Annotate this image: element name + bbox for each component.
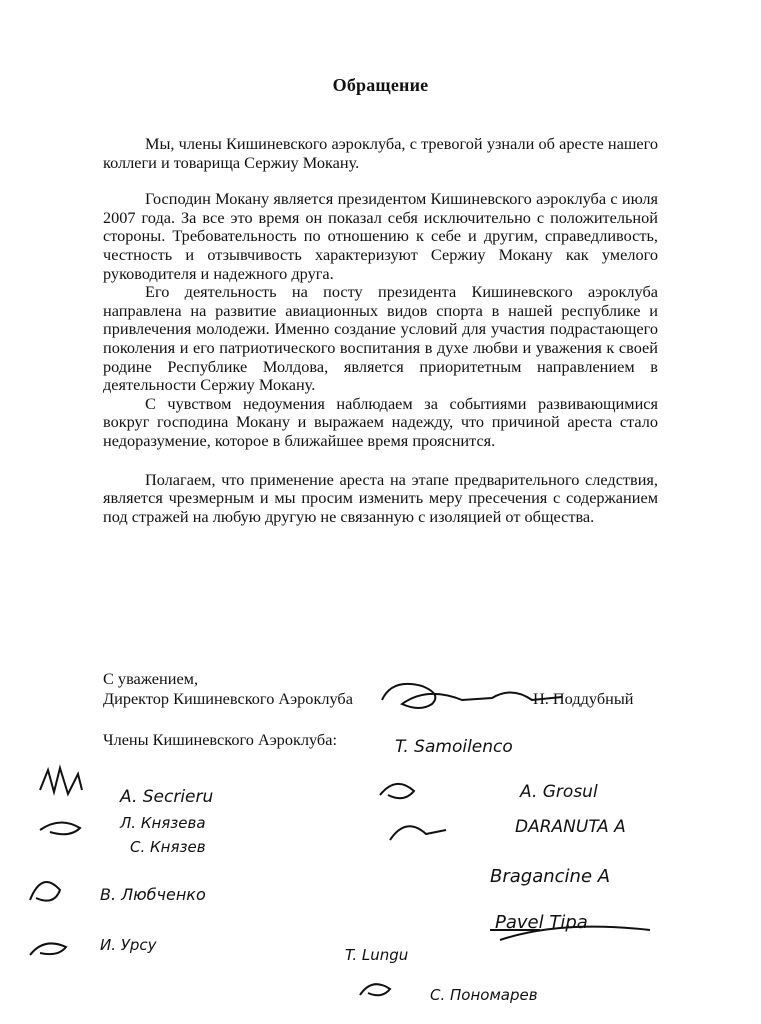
signature-scribble-3 — [30, 882, 60, 901]
signature-scribble-7 — [360, 984, 390, 995]
signature-name: Л. Князева — [120, 814, 206, 832]
paragraph-3: Его деятельность на посту президента Кишиневского аэроклуба направлена на развитие авиационных видов спорта в нашей республике и привлечения молодежи. Именно создание условий для участия подрастающего поколения и его патриотического воспитания в духе любви и уважения к своей родине Республике Молдова, является приоритетным направлением в деятельности Сержиу Мокану. — [103, 282, 658, 395]
paragraph-2: Господин Мокану является президентом Кишиневского аэроклуба с июля 2007 года. За все это время он показал себя исключительно с положительной стороны. Требовательность по отношению к себе и другим, справедливость, честность и отзывчивость характеризуют Сержиу Мокану как умелого руководителя и надежного друга. — [103, 189, 658, 283]
director-name: Н. Поддубный — [533, 689, 634, 708]
regards-text: С уважением, — [103, 669, 199, 688]
signature-name: DARANUTA A — [515, 817, 626, 837]
signature-name: И. Урсу — [100, 936, 157, 954]
members-label: Члены Кишиневского Аэроклуба: — [103, 730, 337, 749]
document-title: Обращение — [332, 75, 429, 95]
closing-block — [103, 669, 634, 709]
paragraph-1: Мы, члены Кишиневского аэроклуба, с тревогой узнали об аресте нашего коллеги и товарища Сержиу Мокану. — [103, 134, 658, 172]
signature-scribble-5 — [380, 784, 414, 798]
signature-name: С. Пономарев — [430, 986, 538, 1004]
paragraph-4: С чувством недоумения наблюдаем за событиями развивающимися вокруг господина Мокану и выражаем надежду, что причиной ареста стало недоразумение, которое в ближайшее время прояснится. — [103, 393, 658, 450]
signature-name: Bragancine A — [490, 866, 611, 887]
signature-name: A. Secrieru — [120, 787, 214, 807]
signature-flourish — [500, 927, 650, 940]
document-body — [103, 135, 658, 526]
signature-name: Pavel Tipa — [495, 912, 588, 933]
signature-name: T. Samoilenco — [395, 737, 513, 757]
director-title: Директор Кишиневского Аэроклуба — [103, 689, 353, 708]
signature-name: T. Lungu — [345, 946, 409, 964]
signature-scribble-2 — [40, 822, 80, 834]
signature-name: С. Князев — [130, 838, 206, 856]
paragraph-5: Полагаем, что применение ареста на этапе предварительного следствия, является чрезмерным и мы просим изменить меру пресечения с содержанием под стражей на любую другую не связанную с изоляцией от общества. — [103, 469, 658, 526]
signature-name: A. Grosul — [520, 782, 598, 802]
signature-name: В. Любченко — [100, 885, 206, 904]
signature-scribble-1 — [40, 768, 82, 794]
signature-scribble-4 — [30, 943, 66, 955]
signature-scribble-6 — [390, 826, 446, 840]
